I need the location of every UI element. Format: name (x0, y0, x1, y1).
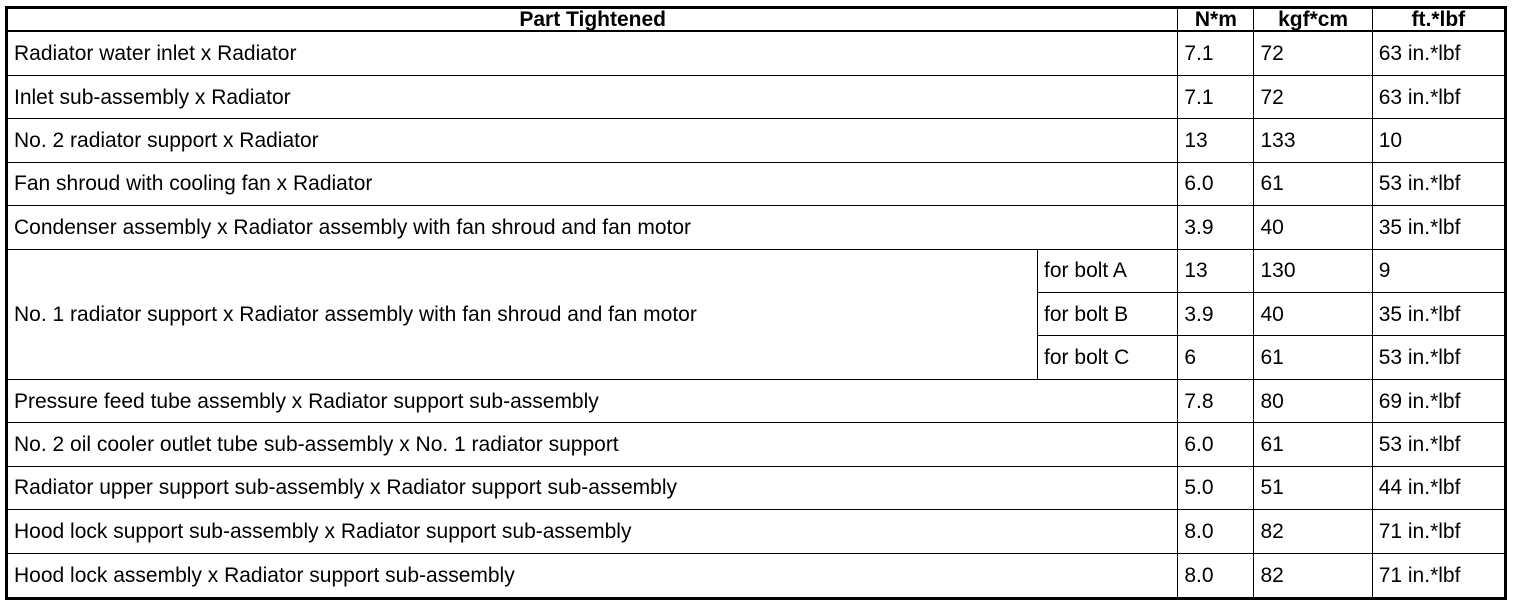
header-part-tightened: Part Tightened (7, 8, 1178, 32)
kgf-cell: 72 (1254, 31, 1372, 75)
kgf-cell: 82 (1254, 553, 1372, 598)
table-row (7, 119, 1506, 162)
torque-specification-table (5, 6, 1507, 600)
part-cell: Fan shroud with cooling fan x Radiator (7, 162, 1178, 205)
nm-cell: 5.0 (1178, 466, 1254, 509)
table-row (7, 466, 1506, 509)
header-kgf-cm: kgf*cm (1254, 8, 1372, 32)
bolt-cell: for bolt B (1038, 293, 1178, 336)
part-cell: Hood lock assembly x Radiator support sub-assembly (7, 553, 1178, 598)
header-row (7, 8, 1506, 32)
kgf-cell: 130 (1254, 249, 1372, 292)
kgf-cell: 72 (1254, 75, 1372, 118)
part-cell: Condenser assembly x Radiator assembly with fan shroud and fan motor (7, 206, 1178, 249)
kgf-cell: 51 (1254, 466, 1372, 509)
table-row (7, 510, 1506, 553)
part-cell: Inlet sub-assembly x Radiator (7, 75, 1178, 118)
nm-cell: 6.0 (1178, 423, 1254, 466)
kgf-cell: 133 (1254, 119, 1372, 162)
ftlbf-cell: 35 in.*lbf (1372, 206, 1505, 249)
table-row (7, 206, 1506, 249)
ftlbf-cell: 53 in.*lbf (1372, 162, 1505, 205)
table-row (7, 423, 1506, 466)
kgf-cell: 40 (1254, 206, 1372, 249)
nm-cell: 13 (1178, 249, 1254, 292)
ftlbf-cell: 53 in.*lbf (1372, 423, 1505, 466)
table-row (7, 75, 1506, 118)
header-ft-lbf: ft.*lbf (1372, 8, 1505, 32)
nm-cell: 13 (1178, 119, 1254, 162)
header-nm: N*m (1178, 8, 1254, 32)
table-row (7, 162, 1506, 205)
ftlbf-cell: 9 (1372, 249, 1505, 292)
ftlbf-cell: 53 in.*lbf (1372, 336, 1505, 379)
nm-cell: 3.9 (1178, 206, 1254, 249)
ftlbf-cell: 35 in.*lbf (1372, 293, 1505, 336)
ftlbf-cell: 71 in.*lbf (1372, 510, 1505, 553)
kgf-cell: 61 (1254, 423, 1372, 466)
nm-cell: 7.1 (1178, 31, 1254, 75)
ftlbf-cell: 63 in.*lbf (1372, 75, 1505, 118)
part-cell: No. 2 oil cooler outlet tube sub-assembly x No. 1 radiator support (7, 423, 1178, 466)
kgf-cell: 61 (1254, 162, 1372, 205)
table-row (7, 553, 1506, 598)
part-cell: Pressure feed tube assembly x Radiator support sub-assembly (7, 379, 1178, 422)
nm-cell: 6 (1178, 336, 1254, 379)
ftlbf-cell: 10 (1372, 119, 1505, 162)
kgf-cell: 82 (1254, 510, 1372, 553)
kgf-cell: 40 (1254, 293, 1372, 336)
nm-cell: 6.0 (1178, 162, 1254, 205)
ftlbf-cell: 63 in.*lbf (1372, 31, 1505, 75)
bolt-cell: for bolt C (1038, 336, 1178, 379)
nm-cell: 7.1 (1178, 75, 1254, 118)
nm-cell: 7.8 (1178, 379, 1254, 422)
nm-cell: 8.0 (1178, 553, 1254, 598)
part-cell: Radiator upper support sub-assembly x Radiator support sub-assembly (7, 466, 1178, 509)
part-cell-grouped: No. 1 radiator support x Radiator assembly with fan shroud and fan motor (7, 249, 1038, 379)
ftlbf-cell: 69 in.*lbf (1372, 379, 1505, 422)
nm-cell: 8.0 (1178, 510, 1254, 553)
part-cell: Radiator water inlet x Radiator (7, 31, 1178, 75)
part-cell: No. 2 radiator support x Radiator (7, 119, 1178, 162)
bolt-cell: for bolt A (1038, 249, 1178, 292)
part-cell: Hood lock support sub-assembly x Radiator support sub-assembly (7, 510, 1178, 553)
kgf-cell: 80 (1254, 379, 1372, 422)
ftlbf-cell: 71 in.*lbf (1372, 553, 1505, 598)
nm-cell: 3.9 (1178, 293, 1254, 336)
kgf-cell: 61 (1254, 336, 1372, 379)
table-row (7, 31, 1506, 75)
table-row-group-bolt-a (7, 249, 1506, 292)
table-row (7, 379, 1506, 422)
ftlbf-cell: 44 in.*lbf (1372, 466, 1505, 509)
